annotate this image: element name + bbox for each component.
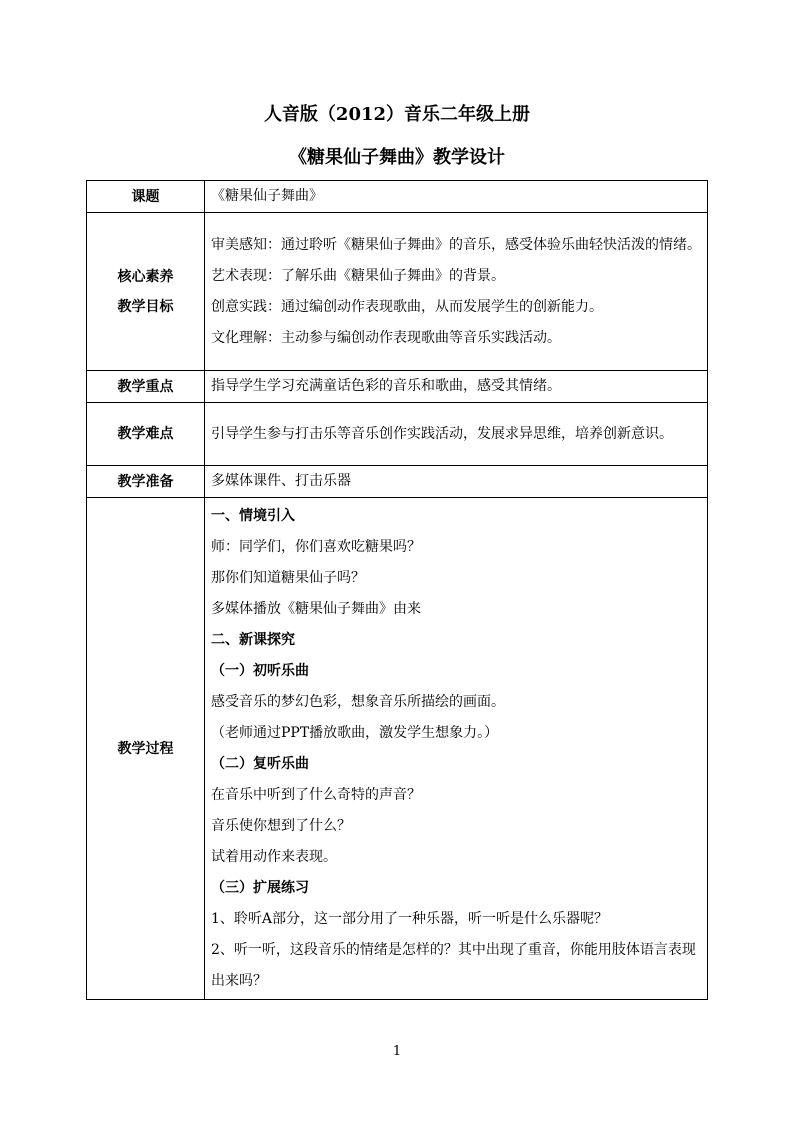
goal-item-expression: 艺术表现：了解乐曲《糖果仙子舞曲》的背景。 — [211, 267, 505, 284]
goal-item-culture: 文化理解：主动参与编创动作表现歌曲等音乐实践活动。 — [211, 329, 561, 346]
process-label: 教学过程 — [87, 498, 205, 1000]
process-line: 感受音乐的梦幻色彩，想象音乐所描绘的画面。 — [211, 693, 505, 710]
preparation-label: 教学准备 — [87, 466, 205, 498]
subsection-heading-second-listen: （二）复听乐曲 — [211, 755, 309, 772]
table-row-difficulties — [87, 403, 708, 466]
preparation-value: 多媒体课件、打击乐器 — [205, 466, 708, 498]
section-heading-intro: 一、情境引入 — [211, 507, 295, 524]
goals-label — [87, 213, 205, 371]
goal-item-aesthetic: 审美感知：通过聆听《糖果仙子舞曲》的音乐，感受体验乐曲轻快活泼的情绪。 — [211, 236, 701, 253]
table-row-key-points — [87, 371, 708, 403]
process-line: （老师通过PPT播放歌曲，激发学生想象力。） — [211, 724, 499, 741]
goals-label-line1: 核心素养 — [117, 268, 174, 285]
table-row-preparation — [87, 466, 708, 498]
process-line: 1、聆听A部分，这一部分用了一种乐器，听一听是什么乐器呢？ — [211, 910, 609, 927]
document-title: 人音版（2012）音乐二年级上册 — [263, 104, 531, 125]
process-line: 那你们知道糖果仙子吗？ — [211, 569, 365, 586]
subsection-heading-practice: （三）扩展练习 — [211, 879, 309, 896]
goals-label-line2: 教学目标 — [117, 298, 174, 315]
table-row-topic — [87, 181, 708, 213]
process-line: 音乐使你想到了什么？ — [211, 817, 351, 834]
section-heading-new-lesson: 二、新课探究 — [211, 631, 295, 648]
page-number: 1 — [392, 1044, 402, 1059]
lesson-plan-table — [86, 180, 708, 1000]
goals-content — [205, 213, 708, 371]
table-row-process — [87, 498, 708, 1000]
key-points-value: 指导学生学习充满童话色彩的音乐和歌曲，感受其情绪。 — [205, 371, 708, 403]
difficulties-label: 教学难点 — [87, 403, 205, 466]
subsection-heading-first-listen: （一）初听乐曲 — [211, 662, 309, 679]
document-subtitle: 《糖果仙子舞曲》教学设计 — [289, 147, 505, 168]
key-points-label: 教学重点 — [87, 371, 205, 403]
topic-value: 《糖果仙子舞曲》 — [205, 181, 708, 213]
table-row-goals — [87, 213, 708, 371]
topic-label: 课题 — [87, 181, 205, 213]
difficulties-value: 引导学生参与打击乐等音乐创作实践活动，发展求异思维，培养创新意识。 — [205, 403, 708, 466]
goal-item-creativity: 创意实践：通过编创动作表现歌曲，从而发展学生的创新能力。 — [211, 298, 603, 315]
process-line: 试着用动作来表现。 — [211, 848, 337, 865]
process-line: 在音乐中听到了什么奇特的声音？ — [211, 786, 421, 803]
process-line: 师：同学们，你们喜欢吃糖果吗？ — [211, 538, 421, 555]
process-line: 多媒体播放《糖果仙子舞曲》由来 — [211, 600, 421, 617]
process-content — [205, 498, 708, 1000]
process-line: 2、听一听，这段音乐的情绪是怎样的？其中出现了重音，你能用肢体语言表现出来吗？ — [211, 941, 696, 989]
